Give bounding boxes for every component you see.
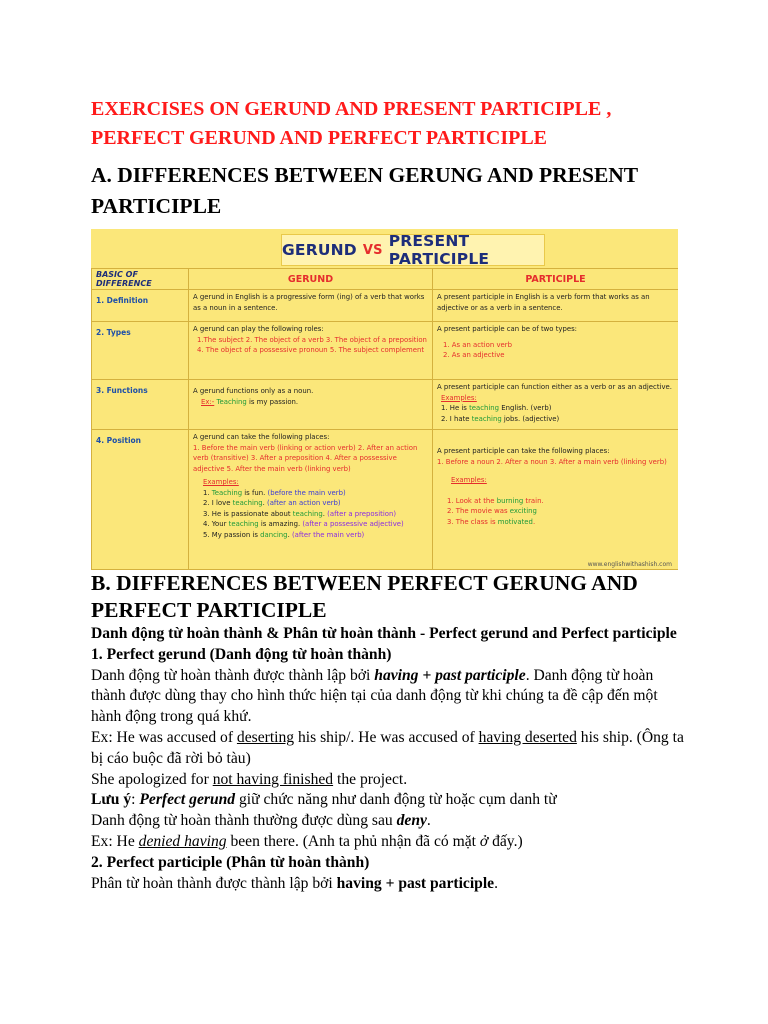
row-label: 3. Functions	[92, 380, 189, 430]
example-rest: is my passion.	[246, 397, 299, 406]
example-text: English. (verb)	[499, 404, 552, 412]
gerund-vs-participle-infographic	[91, 229, 678, 570]
example-note: (before the main verb)	[267, 488, 346, 497]
participle-types-intro: A present participle can be of two types:	[437, 325, 578, 333]
cell-gerund: A gerund in English is a progressive form (ing) of a verb that works as a noun in a sentence.	[189, 290, 433, 322]
example-text: 1.	[203, 488, 212, 497]
note-label: Lưu ý	[91, 791, 132, 809]
example-word: burning	[496, 496, 524, 505]
underlined-text: deserting	[236, 728, 295, 746]
example-text: is fun.	[242, 488, 268, 497]
table-row	[92, 380, 679, 430]
list-item	[203, 530, 428, 541]
text: Danh động từ hoàn thành thường được dùng sau	[91, 812, 397, 830]
cell-participle	[433, 430, 679, 570]
paragraph-perfect-gerund	[91, 666, 691, 728]
participle-type-2: 2. As an adjective	[443, 351, 505, 359]
header-gerund: GERUND	[282, 241, 357, 259]
text: giữ chức năng như danh động từ hoặc cụm danh từ	[235, 791, 557, 809]
participle-type-1: 1. As an action verb	[443, 340, 512, 349]
example-word: Teaching	[211, 488, 243, 497]
example-word: teaching	[232, 499, 263, 507]
gerund-roles: 1.The subject 2. The object of a verb 3. The object of a preposition 4. The object of a possessive pronoun 5. The subject complement	[197, 335, 427, 354]
section-b-subtitle: Danh động từ hoàn thành & Phân từ hoàn thành - Perfect gerund and Perfect participle	[91, 625, 677, 642]
italic-text: ở	[479, 832, 489, 850]
cell-participle	[433, 380, 679, 430]
subheading-perfect-gerund: 1. Perfect gerund (Danh động từ hoàn thành)	[91, 645, 392, 663]
cell-participle	[433, 322, 679, 380]
text: Phân từ hoàn thành được thành lập bởi	[91, 874, 337, 892]
table-row	[92, 322, 679, 380]
list-item	[447, 517, 674, 528]
list-item	[447, 506, 674, 517]
table-row	[92, 430, 679, 570]
example-text: 2. I love	[203, 499, 233, 507]
title-line-2: PERFECT GERUND AND PERFECT PARTICIPLE	[91, 127, 548, 149]
example-text: .	[532, 517, 536, 526]
example-text: 2. I hate	[441, 414, 472, 423]
example-note: (after an action verb)	[267, 499, 341, 507]
text: . Danh động từ hoàn thành được dùng thay cho hình thức hiện tại của danh động từ khi chúng ta đề cập đến một hành động trong quá khứ.	[91, 666, 658, 726]
example-text: train.	[523, 496, 544, 505]
example-3	[91, 832, 691, 853]
gerund-position-examples	[193, 488, 428, 541]
example-text: .	[262, 499, 268, 507]
example-text: .	[287, 530, 292, 539]
text: his ship/. He was accused of	[294, 728, 479, 746]
cell-gerund	[189, 430, 433, 570]
col-gerund: GERUND	[189, 269, 433, 290]
paragraph-perfect-participle	[91, 874, 691, 895]
example-word: teaching	[469, 404, 500, 412]
text: his ship. (Ông ta bị cáo buộc đã rời bỏ tàu)	[91, 728, 684, 767]
list-item	[447, 496, 674, 507]
participle-function-example-1	[437, 403, 674, 414]
underlined-text: denied having	[138, 832, 227, 850]
text: .	[494, 874, 498, 892]
gerund-function-example	[193, 397, 428, 408]
paragraph-deny	[91, 811, 691, 832]
example-label: Examples:	[451, 476, 487, 484]
infographic-header	[281, 234, 545, 266]
example-label: Ex:-	[201, 397, 215, 406]
section-a-heading: A. DIFFERENCES BETWEEN GERUNG AND PRESENT PARTICIPLE	[91, 163, 638, 218]
note-line	[91, 790, 691, 811]
example-text: 3. The class is	[447, 517, 498, 526]
gerund-function: A gerund functions only as a noun.	[193, 387, 314, 395]
participle-position-intro: A present participle can take the following places:	[437, 447, 610, 455]
example-label: Examples:	[441, 393, 477, 402]
row-label: 4. Position	[92, 430, 189, 570]
text: Danh động từ hoàn thành được thành lập bởi	[91, 666, 375, 684]
example-note: (after a preposition)	[327, 509, 397, 518]
list-item	[203, 519, 428, 530]
subheading-perfect-participle: 2. Perfect participle (Phân từ hoàn thành)	[91, 853, 370, 871]
underlined-text: not having finished	[212, 770, 334, 788]
col-participle: PARTICIPLE	[433, 269, 679, 290]
example-word: Teaching	[216, 397, 247, 406]
row-label: 2. Types	[92, 322, 189, 380]
example-word: dancing	[260, 530, 288, 539]
example-word: teaching	[471, 414, 502, 423]
text: She apologized for	[91, 770, 213, 788]
comparison-table	[91, 268, 678, 570]
example-text: .	[322, 509, 328, 518]
title-line-1: EXERCISES ON GERUND AND PRESENT PARTICIPLE ,	[91, 98, 612, 120]
participle-positions: 1. Before a noun 2. After a noun 3. After a main verb (linking verb)	[437, 457, 667, 466]
example-text: 3. He is passionate about	[203, 509, 293, 518]
example-text: 5. My passion is	[203, 530, 261, 539]
participle-function: A present participle can function either as a verb or as an adjective.	[437, 383, 672, 391]
formula: having + past participle	[336, 874, 495, 892]
text: Ex: He was accused of	[91, 728, 237, 746]
example-text: is amazing.	[258, 520, 303, 528]
example-text: jobs. (adjective)	[501, 414, 560, 423]
table-row	[92, 290, 679, 322]
example-text: 1. Look at the	[447, 496, 497, 505]
table-header-row	[92, 269, 679, 290]
text: .	[426, 812, 431, 830]
text: been there. (Anh ta phủ nhận đã có mặt	[226, 832, 480, 850]
header-vs: VS	[362, 242, 383, 258]
example-text: 4. Your	[203, 520, 229, 528]
text: the project.	[333, 770, 408, 788]
list-item	[203, 488, 428, 499]
formula: having + past participle	[374, 666, 526, 684]
gerund-positions: 1. Before the main verb (linking or action verb) 2. After an action verb (transitive) 3. After a preposition 4. After a possessive adjective 5. After the main verb (linking verb)	[193, 443, 418, 473]
row-label: 1. Definition	[92, 290, 189, 322]
example-word: teaching	[228, 520, 259, 528]
example-1	[91, 728, 691, 770]
section-b-heading: B. DIFFERENCES BETWEEN PERFECT GERUNG AND PERFECT PARTICIPLE	[91, 571, 638, 622]
example-2	[91, 770, 691, 791]
example-text: 1. He is	[441, 404, 470, 412]
keyword: deny	[396, 812, 427, 830]
text: Ex: He	[91, 832, 139, 850]
gerund-types-intro: A gerund can play the following roles:	[193, 325, 324, 333]
gerund-position-intro: A gerund can take the following places:	[193, 433, 330, 441]
list-item	[203, 509, 428, 520]
example-note: (after the main verb)	[291, 530, 365, 539]
example-label: Examples:	[203, 478, 239, 486]
document-title	[91, 95, 691, 153]
cell-gerund	[189, 380, 433, 430]
example-word: exciting	[509, 507, 537, 515]
list-item	[203, 498, 428, 509]
participle-function-example-2	[437, 414, 674, 425]
header-participle: PRESENT PARTICIPLE	[388, 232, 490, 268]
example-word: teaching	[292, 509, 323, 518]
underlined-text: having deserted	[478, 728, 577, 746]
note-term: Perfect gerund	[139, 791, 236, 809]
cell-gerund	[189, 322, 433, 380]
col-basis: BASIC OF DIFFERENCE	[92, 269, 189, 290]
participle-position-examples	[437, 496, 674, 528]
text: đấy.)	[488, 832, 523, 850]
example-text: 2. The movie was	[447, 507, 510, 515]
watermark: www.englishwithashish.com	[587, 561, 672, 568]
section-b-body	[91, 624, 691, 894]
example-word: motivated	[497, 517, 533, 526]
example-note: (after a possessive adjective)	[302, 520, 404, 528]
cell-participle: A present participle in English is a verb form that works as an adjective or as a verb in a sentence.	[433, 290, 679, 322]
text: :	[131, 791, 140, 809]
